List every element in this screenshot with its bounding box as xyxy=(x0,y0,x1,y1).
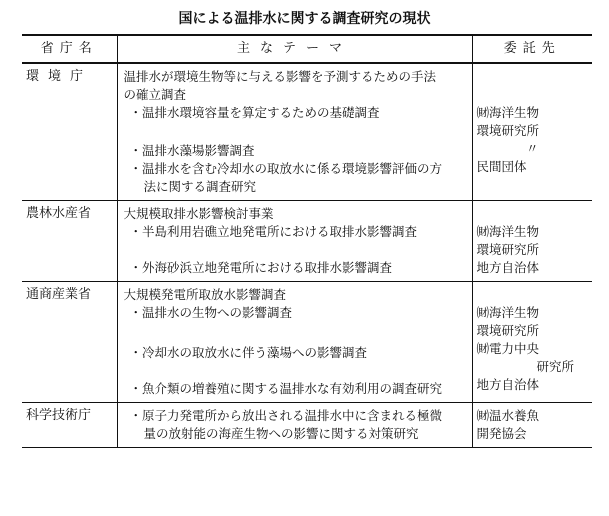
agency-cell xyxy=(22,201,117,282)
commissioned-line: ㈶海洋生物 xyxy=(476,224,540,239)
theme-cell xyxy=(117,403,472,448)
agency-name: 科学技術庁 xyxy=(26,408,92,423)
theme-cell xyxy=(117,201,472,282)
theme-line: 大規模発電所取放水影響調査 xyxy=(123,287,287,302)
agency-cell xyxy=(22,63,117,201)
table-row xyxy=(22,403,592,448)
theme-line: ・温排水を含む冷却水の取放水に係る環境影響評価の方 xyxy=(129,161,443,176)
table-row xyxy=(22,63,592,201)
theme-line: ・温排水藻場影響調査 xyxy=(129,143,255,158)
agency-name: 農林水産省 xyxy=(26,206,92,221)
header-commissioned: 委託先 xyxy=(472,35,592,63)
commissioned-line: ㈶海洋生物 xyxy=(476,105,540,120)
commissioned-cell xyxy=(472,403,592,448)
commissioned-line: 地方自治体 xyxy=(476,377,540,392)
theme-line: ・魚介類の増養殖に関する温排水な有効利用の調査研究 xyxy=(129,381,443,396)
commissioned-line: 環境研究所 xyxy=(476,323,540,338)
agency-cell xyxy=(22,403,117,448)
agency-cell xyxy=(22,282,117,403)
theme-line: の確立調査 xyxy=(123,87,187,102)
research-table xyxy=(22,34,592,448)
theme-line: ・温排水の生物への影響調査 xyxy=(129,305,293,320)
header-row xyxy=(22,35,592,63)
commissioned-line: 環境研究所 xyxy=(476,123,540,138)
commissioned-line: 開発協会 xyxy=(476,426,527,441)
table-row xyxy=(22,201,592,282)
commissioned-cell xyxy=(472,201,592,282)
theme-cell xyxy=(117,282,472,403)
theme-line: 大規模取排水影響検討事業 xyxy=(123,206,274,221)
header-theme: 主なテーマ xyxy=(117,35,472,63)
commissioned-line: ㈶電力中央 xyxy=(476,341,540,356)
theme-line: 温排水が環境生物等に与える影響を予測するための手法 xyxy=(123,69,437,84)
commissioned-line: ㈶海洋生物 xyxy=(476,305,540,320)
theme-line: ・冷却水の取放水に伴う藻場への影響調査 xyxy=(129,345,368,360)
commissioned-line: 環境研究所 xyxy=(476,242,540,257)
commissioned-line: 地方自治体 xyxy=(476,260,540,275)
commissioned-cell xyxy=(472,282,592,403)
commissioned-cell xyxy=(472,63,592,201)
theme-line: ・温排水環境容量を算定するための基礎調査 xyxy=(129,105,380,120)
commissioned-line: 〃 xyxy=(525,141,539,156)
commissioned-line: 民間団体 xyxy=(476,159,527,174)
commissioned-line: 研究所 xyxy=(536,359,574,374)
commissioned-line: ㈶温水養魚 xyxy=(476,408,540,423)
theme-line: 量の放射能の海産生物への影響に関する対策研究 xyxy=(143,426,419,441)
table-row xyxy=(22,282,592,403)
theme-cell xyxy=(117,63,472,201)
theme-line: ・外海砂浜立地発電所における取排水影響調査 xyxy=(129,260,393,275)
header-agency: 省庁名 xyxy=(22,35,117,63)
document-title: 国による温排水に関する調査研究の現状 xyxy=(178,11,431,27)
theme-line: 法に関する調査研究 xyxy=(143,179,257,194)
theme-line: ・半島利用岩礁立地発電所における取排水影響調査 xyxy=(129,224,418,239)
agency-name: 環境庁 xyxy=(26,69,93,84)
theme-line: ・原子力発電所から放出される温排水中に含まれる極微 xyxy=(129,408,443,423)
agency-name: 通商産業省 xyxy=(26,287,92,302)
